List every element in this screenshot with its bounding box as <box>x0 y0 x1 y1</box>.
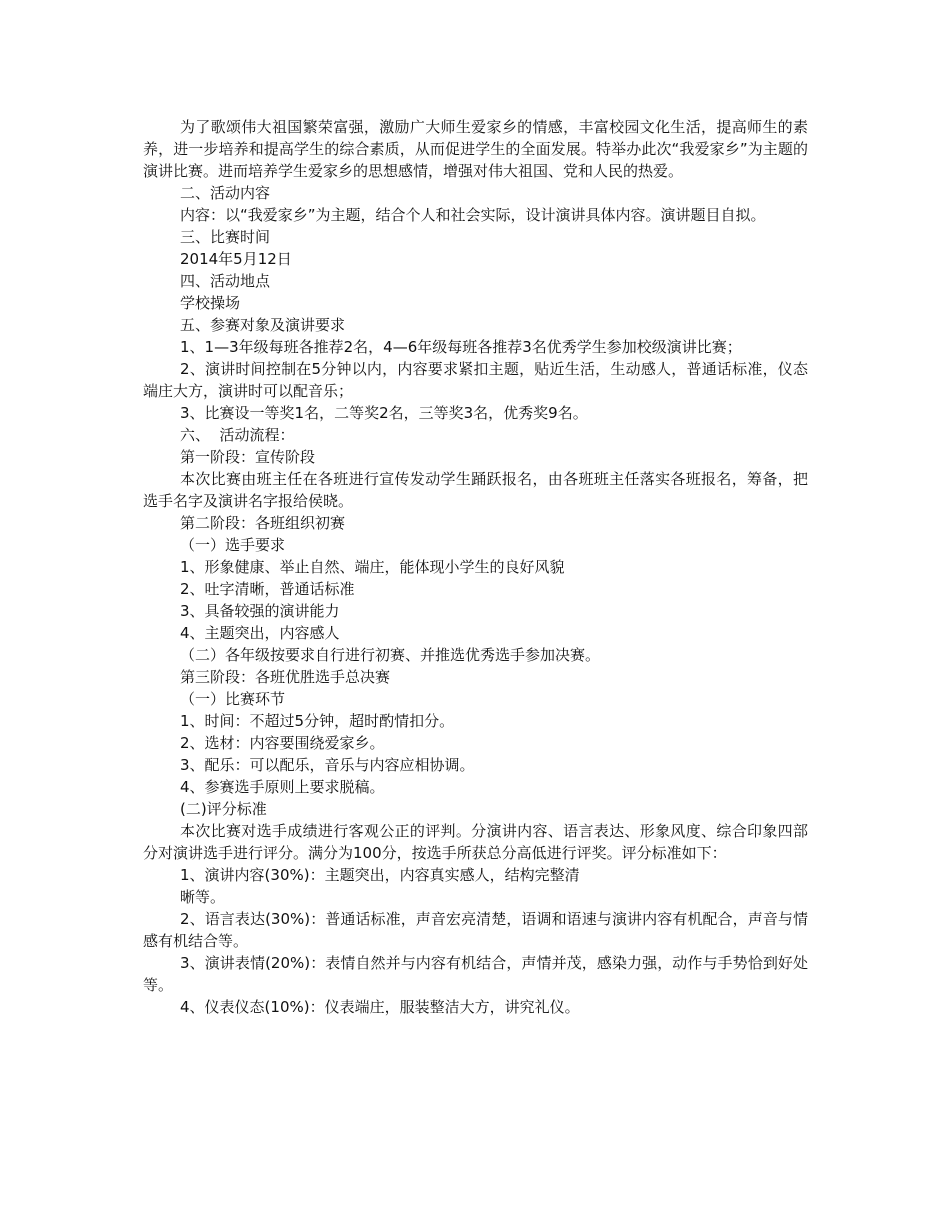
section-heading-time: 三、比赛时间 <box>180 228 271 246</box>
stage-heading: 第三阶段：各班优胜选手总决赛 <box>180 668 391 686</box>
date-line: 2014年5月12日 <box>180 250 292 268</box>
subsection-heading: (二)评分标准 <box>180 800 267 818</box>
subsection-heading: （二）各年级按要求自行进行初赛、并推选优秀选手参加决赛。 <box>180 646 601 664</box>
section-heading-location: 四、活动地点 <box>180 272 271 290</box>
list-item: 4、仪表仪态(10%)：仪表端庄，服装整洁大方，讲究礼仪。 <box>180 998 580 1016</box>
list-item: 3、具备较强的演讲能力 <box>180 602 340 620</box>
list-item: 1、时间：不超过5分钟，超时酌情扣分。 <box>180 712 455 730</box>
list-item: 1、演讲内容(30%)：主题突出，内容真实感人，结构完整清 <box>180 866 580 884</box>
intro-paragraph: 为了歌颂伟大祖国繁荣富强，激励广大师生爱家乡的情感，丰富校园文化生活，提高师生的素养，进一步培养和提高学生的综合素质，从而促进学生的全面发展。特举办此次“我爱家乡”为主题的演讲比赛。进而培养学生爱家乡的思想感情，增强对伟大祖国、党和人民的热爱。 <box>143 118 808 180</box>
location-line: 学校操场 <box>180 294 241 312</box>
stage-heading: 第二阶段：各班组织初赛 <box>180 514 346 532</box>
document-body <box>143 116 808 1018</box>
list-item-continuation: 晰等。 <box>180 888 226 906</box>
list-item: 3、演讲表情(20%)：表情自然并与内容有机结合，声情并茂，感染力强，动作与手势恰到好处等。 <box>143 954 808 994</box>
list-item: 4、参赛选手原则上要求脱稿。 <box>180 778 385 796</box>
section-heading-participants: 五、参赛对象及演讲要求 <box>180 316 346 334</box>
section-heading-activity-content: 二、活动内容 <box>180 184 271 202</box>
content-paragraph: 内容：以“我爱家乡”为主题，结合个人和社会实际，设计演讲具体内容。演讲题目自拟。 <box>180 206 766 224</box>
scoring-paragraph: 本次比赛对选手成绩进行客观公正的评判。分演讲内容、语言表达、形象风度、综合印象四部分对演讲选手进行评分。满分为100分，按选手所获总分高低进行评奖。评分标准如下： <box>143 822 808 862</box>
list-item: 2、吐字清晰，普通话标准 <box>180 580 355 598</box>
section-heading-process: 六、 活动流程： <box>180 426 295 444</box>
list-item: 1、1—3年级每班各推荐2名，4—6年级每班各推荐3名优秀学生参加校级演讲比赛； <box>180 338 742 356</box>
list-item: 4、主题突出，内容感人 <box>180 624 340 642</box>
subsection-heading: （一）比赛环节 <box>180 690 286 708</box>
list-item: 1、形象健康、举止自然、端庄，能体现小学生的良好风貌 <box>180 558 565 576</box>
list-item: 2、选材：内容要围绕爱家乡。 <box>180 734 385 752</box>
list-item: 2、语言表达(30%)：普通话标准，声音宏亮清楚，语调和语速与演讲内容有机配合，声音与情感有机结合等。 <box>143 910 808 950</box>
list-item: 3、比赛设一等奖1名，二等奖2名，三等奖3名，优秀奖9名。 <box>180 404 588 422</box>
list-item: 2、演讲时间控制在5分钟以内，内容要求紧扣主题，贴近生活，生动感人，普通话标准，仪态端庄大方，演讲时可以配音乐； <box>143 360 808 400</box>
subsection-heading: （一）选手要求 <box>180 536 286 554</box>
stage-paragraph: 本次比赛由班主任在各班进行宣传发动学生踊跃报名，由各班班主任落实各班报名，筹备，把选手名字及演讲名字报给侯晓。 <box>143 470 808 510</box>
stage-heading: 第一阶段：宣传阶段 <box>180 448 316 466</box>
list-item: 3、配乐：可以配乐，音乐与内容应相协调。 <box>180 756 475 774</box>
